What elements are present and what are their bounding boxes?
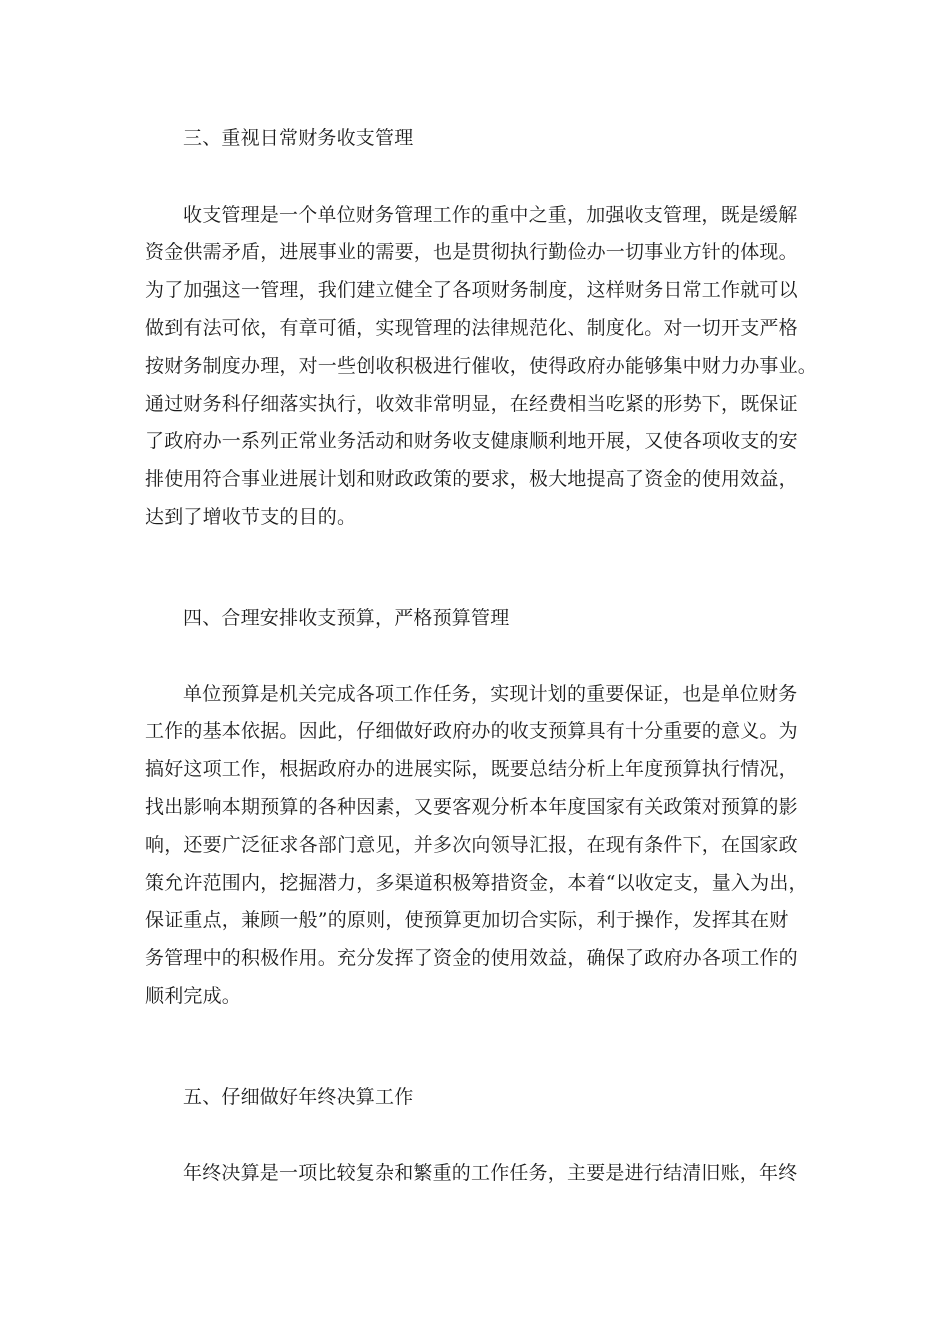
paragraph-line: 为了加强这一管理，我们建立健全了各项财务制度，这样财务日常工作就可以 [145,279,798,301]
paragraph-line: 资金供需矛盾，进展事业的需要，也是贯彻执行勤俭办一切事业方针的体现。 [145,241,798,263]
paragraph-line: 做到有法可依，有章可循，实现管理的法律规范化、制度化。对一切开支严格 [145,317,798,339]
paragraph-line: 收支管理是一个单位财务管理工作的重中之重，加强收支管理，既是缓解 [183,204,798,226]
paragraph-line: 单位预算是机关完成各项工作任务，实现计划的重要保证，也是单位财务 [183,683,798,705]
paragraph-line: 通过财务科仔细落实执行，收效非常明显，在经费相当吃紧的形势下，既保证 [145,393,798,415]
section-heading: 五、仔细做好年终决算工作 [183,1086,414,1108]
paragraph-line: 排使用符合事业进展计划和财政政策的要求，极大地提高了资金的使用效益， [145,468,798,490]
paragraph-line: 响，还要广泛征求各部门意见，并多次向领导汇报，在现有条件下，在国家政 [145,834,798,856]
paragraph-line: 保证重点，兼顾一般”的原则，使预算更加切合实际，利于操作，发挥其在财 [145,909,789,931]
section-heading: 三、重视日常财务收支管理 [183,127,414,149]
paragraph-line: 策允许范围内，挖掘潜力，多渠道积极筹措资金，本着“以收定支，量入为出， [145,872,808,894]
paragraph-line: 找出影响本期预算的各种因素，又要客观分析本年度国家有关政策对预算的影 [145,796,798,818]
paragraph-line: 年终决算是一项比较复杂和繁重的工作任务，主要是进行结清旧账，年终 [183,1162,798,1184]
section-heading: 四、合理安排收支预算，严格预算管理 [183,607,510,629]
paragraph-line: 了政府办一系列正常业务活动和财务收支健康顺利地开展，又使各项收支的安 [145,430,798,452]
paragraph-line: 顺利完成。 [145,985,242,1007]
paragraph-line: 达到了增收节支的目的。 [145,506,357,528]
paragraph-line: 工作的基本依据。因此，仔细做好政府办的收支预算具有十分重要的意义。为 [145,720,798,742]
paragraph-line: 务管理中的积极作用。充分发挥了资金的使用效益，确保了政府办各项工作的 [145,947,798,969]
paragraph-line: 按财务制度办理，对一些创收积极进行催收，使得政府办能够集中财力办事业。 [145,355,818,377]
paragraph-line: 搞好这项工作，根据政府办的进展实际，既要总结分析上年度预算执行情况， [145,758,798,780]
